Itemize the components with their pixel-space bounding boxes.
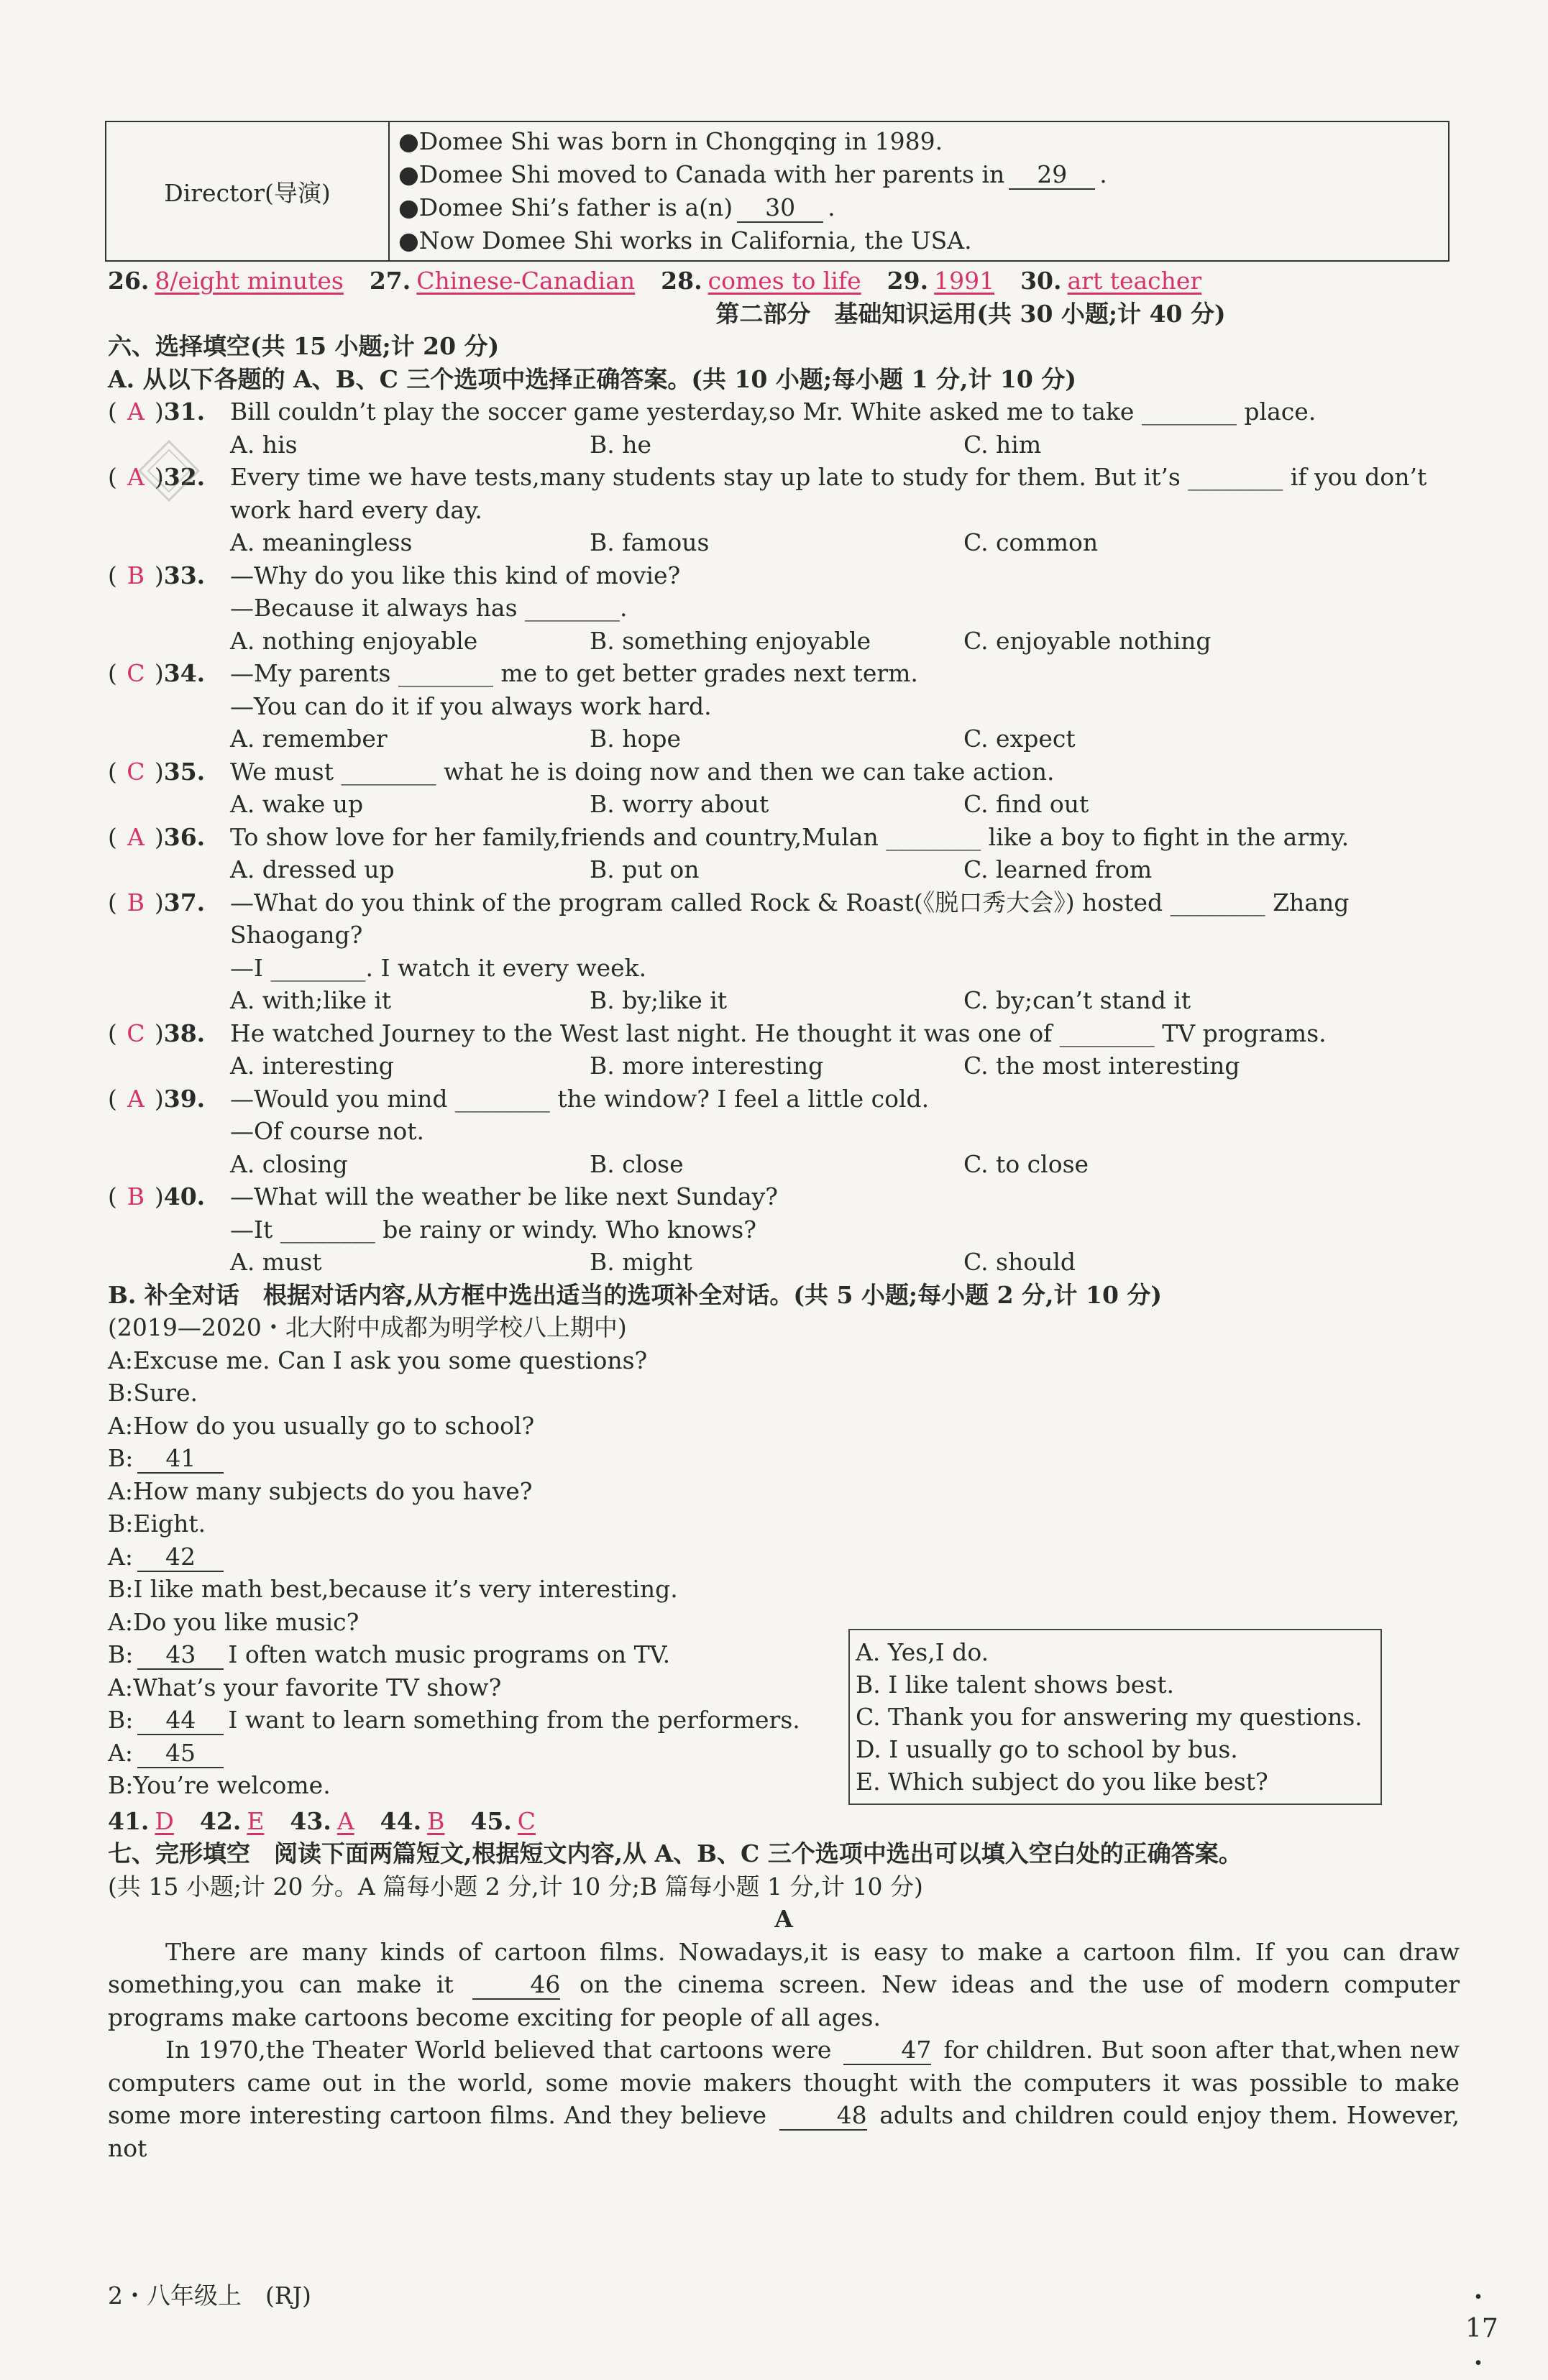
question-number: 32. [163, 463, 206, 491]
dialogue-line [108, 1442, 1460, 1475]
dialogue-text: How many subjects do you have? [132, 1476, 533, 1505]
speaker: B: [108, 1444, 134, 1472]
watermark-stamp-icon [137, 438, 201, 503]
paren-close: ) [154, 1182, 164, 1210]
option: C. find out [963, 790, 1089, 818]
question-line: —I ________. I watch it every week. [230, 953, 647, 982]
option: C. common [963, 528, 1099, 556]
option: A. nothing enjoyable [230, 626, 478, 655]
director-fact [398, 125, 1439, 158]
answer-number: 41. [108, 1806, 150, 1835]
option: A. interesting [230, 1052, 394, 1080]
question-number: 35. [163, 757, 206, 786]
option: C. by;can’t stand it [963, 986, 1191, 1014]
sectionB-source: (2019—2020・北大附中成都为明学校八上期中) [108, 1313, 627, 1341]
mc-question [108, 821, 1460, 886]
blank-46: 46 [472, 1971, 560, 2000]
passage-paragraph-1 [108, 1936, 1460, 2034]
dialogue-text: You’re welcome. [133, 1771, 331, 1799]
dialogue-text: Eight. [133, 1510, 206, 1538]
dialogue-line [108, 1573, 1460, 1606]
question-line: —Would you mind ________ the window? I feel a little cold. [230, 1084, 930, 1113]
fact-end: . [1099, 160, 1107, 188]
options-row [230, 1148, 1460, 1181]
question-number: 37. [163, 888, 206, 916]
question-line: To show love for her family,friends and country,Mulan ________ like a boy to fight in the army. [230, 822, 1350, 851]
fact-text: ●Now Domee Shi works in California, the USA. [398, 226, 972, 254]
question-line: Every time we have tests,many students stay up late to study for them. But it’s ________ if you don’t [230, 463, 1427, 491]
speaker: B: [108, 1510, 134, 1538]
answer-letter: C [127, 1019, 145, 1047]
option: A. must [230, 1248, 322, 1276]
answer-paren [108, 1083, 205, 1116]
paren-open: ( [108, 822, 117, 851]
speaker: B: [108, 1575, 134, 1603]
paren-close: ) [154, 561, 164, 589]
paren-close: ) [154, 659, 164, 687]
paren-close: ) [154, 1084, 164, 1113]
answer-paren [108, 1017, 205, 1050]
option: A. his [230, 430, 298, 459]
dialogue-line [108, 1344, 1460, 1377]
answer-number: 29. [887, 267, 929, 295]
fact-end: . [828, 193, 835, 221]
options-row [230, 853, 1460, 886]
question-line: —My parents ________ me to get better grades next term. [230, 659, 918, 687]
option: A. closing [230, 1149, 348, 1178]
speaker: A: [108, 1411, 133, 1440]
options-row [230, 625, 1460, 658]
answer-value: comes to life [707, 267, 861, 295]
answer-number: 27. [369, 267, 411, 295]
question-number: 39. [163, 1084, 206, 1113]
fact-text: ●Domee Shi’s father is a(n) [398, 193, 733, 221]
answer-paren [108, 755, 205, 789]
option: C. to close [963, 1149, 1089, 1178]
answer-number: 28. [661, 267, 702, 295]
answer-value: D [155, 1806, 174, 1835]
paren-close: ) [154, 1019, 164, 1047]
multiple-choice-list [108, 395, 1460, 1279]
answer-number: 44. [380, 1806, 422, 1835]
option-box-item: A. Yes,I do. [856, 1638, 989, 1666]
option: A. wake up [230, 790, 364, 818]
answer-letter: B [127, 561, 145, 589]
option: B. put on [590, 855, 700, 883]
footer-page-number: ・ 17 ・ [1465, 2283, 1498, 2379]
dialogue-line [108, 1475, 1460, 1508]
paren-open: ( [108, 463, 117, 491]
answer-letter: B [127, 888, 145, 916]
answer-value: 8/eight minutes [155, 267, 344, 295]
speaker: A: [108, 1738, 133, 1767]
option: B. hope [590, 725, 682, 753]
fact-text: ●Domee Shi was born in Chongqing in 1989. [398, 127, 943, 155]
option: B. by;like it [590, 986, 728, 1014]
fact-text: ●Domee Shi moved to Canada with her parents in [398, 160, 1005, 188]
speaker: B: [108, 1771, 134, 1799]
footer-grade: 2・八年级上 (RJ) [108, 2282, 311, 2310]
options-row [230, 788, 1460, 821]
question-line: Shaogang? [230, 921, 363, 949]
speaker: B: [108, 1640, 134, 1668]
options-row [230, 1246, 1460, 1279]
director-fact [398, 191, 1439, 224]
mc-question [108, 886, 1460, 1017]
answer-value: Chinese-Canadian [416, 267, 636, 295]
dialogue-blank: 45 [137, 1740, 224, 1768]
answer-letter: B [127, 1182, 145, 1210]
mc-question [108, 461, 1460, 559]
director-fact [398, 158, 1439, 191]
option: B. worry about [590, 790, 769, 818]
option: A. remember [230, 725, 388, 753]
passage-text: adults and children could enjoy them. However, not [108, 2101, 1460, 2162]
option: B. he [590, 430, 652, 459]
blank-47: 47 [843, 2036, 931, 2065]
answers-26-30 [108, 265, 1460, 298]
speaker: A: [108, 1673, 133, 1701]
question-line: —Why do you like this kind of movie? [230, 561, 681, 589]
director-fact [398, 224, 1439, 257]
option: B. more interesting [590, 1052, 824, 1080]
dialogue-line [108, 1540, 1460, 1573]
part2-title: 第二部分 基础知识运用(共 30 小题;计 40 分) [715, 299, 1226, 328]
answer-number: 26. [108, 267, 150, 295]
speaker: A: [108, 1476, 133, 1505]
answers-41-45 [108, 1805, 1460, 1838]
answer-letter: A [127, 398, 145, 426]
blank-48: 48 [779, 2102, 867, 2131]
sectionB-title: B. 补全对话 根据对话内容,从方框中选出适当的选项补全对话。(共 5 小题;每小题 2 分,计 10 分) [108, 1280, 1163, 1309]
option-box [848, 1629, 1382, 1805]
options-row [230, 984, 1460, 1017]
answer-value: B [427, 1806, 445, 1835]
option: A. with;like it [230, 986, 392, 1014]
paren-open: ( [108, 659, 117, 687]
answer-number: 30. [1020, 267, 1062, 295]
answer-number: 45. [470, 1806, 512, 1835]
director-facts [389, 121, 1449, 261]
speaker: A: [108, 1346, 133, 1374]
option: B. famous [590, 528, 710, 556]
answer-value: art teacher [1067, 267, 1202, 295]
answer-paren [108, 1180, 205, 1213]
speaker: B: [108, 1706, 134, 1734]
dialogue-text: I like math best,because it’s very interesting. [133, 1575, 678, 1603]
question-line: He watched Journey to the West last night. He thought it was one of ________ TV programs. [230, 1019, 1327, 1047]
question-number: 38. [163, 1019, 206, 1047]
paren-close: ) [154, 463, 164, 491]
question-line: —Of course not. [230, 1117, 424, 1145]
question-number: 36. [163, 822, 206, 851]
speaker: A: [108, 1542, 133, 1571]
mc-question [108, 1083, 1460, 1181]
dialogue-text: I often watch music programs on TV. [228, 1640, 671, 1668]
options-row [230, 722, 1460, 755]
dialogue-text: Sure. [133, 1379, 198, 1407]
answer-letter: A [127, 822, 145, 851]
paren-open: ( [108, 1084, 117, 1113]
speaker: B: [108, 1379, 134, 1407]
section7-subtitle: (共 15 小题;计 20 分。A 篇每小题 2 分,计 10 分;B 篇每小题 1 分,计 10 分) [108, 1872, 923, 1901]
option: C. expect [963, 725, 1076, 753]
answer-number: 42. [199, 1806, 242, 1835]
option-box-item: C. Thank you for answering my questions. [856, 1703, 1362, 1731]
answer-paren [108, 657, 205, 690]
answer-value: 1991 [934, 267, 995, 295]
answer-letter: C [127, 757, 145, 786]
section6-title: 六、选择填空(共 15 小题;计 20 分) [108, 332, 500, 360]
mc-question [108, 1017, 1460, 1083]
director-label: Director(导演) [106, 121, 389, 261]
answer-value: C [517, 1806, 536, 1835]
passage-text: In 1970,the Theater World believed that cartoons were [165, 2036, 832, 2064]
answer-letter: A [127, 463, 145, 491]
options-row [230, 526, 1460, 559]
fact-blank: 29 [1009, 161, 1095, 190]
question-line: —You can do it if you always work hard. [230, 692, 712, 720]
dialogue-blank: 41 [137, 1445, 224, 1474]
options-row [230, 428, 1460, 461]
dialogue-line [108, 1377, 1460, 1410]
question-line: —Because it always has ________. [230, 594, 628, 622]
mc-question [108, 395, 1460, 461]
mc-question [108, 755, 1460, 821]
option: B. something enjoyable [590, 626, 871, 655]
dialogue-text: Do you like music? [132, 1607, 359, 1636]
paren-open: ( [108, 561, 117, 589]
dialogue-text: What’s your favorite TV show? [132, 1673, 502, 1701]
option: C. him [963, 430, 1042, 459]
option: B. close [590, 1149, 684, 1178]
speaker: A: [108, 1607, 133, 1636]
option: C. the most interesting [963, 1052, 1240, 1080]
option-box-item: B. I like talent shows best. [856, 1671, 1174, 1699]
passage-label: A [774, 1905, 793, 1933]
mc-question [108, 1180, 1460, 1279]
option: B. might [590, 1248, 692, 1276]
paren-open: ( [108, 757, 117, 786]
dialogue-blank: 43 [137, 1641, 224, 1670]
paren-close: ) [154, 757, 164, 786]
dialogue-text: Excuse me. Can I ask you some questions? [132, 1346, 648, 1374]
answer-number: 43. [290, 1806, 331, 1835]
paren-close: ) [154, 822, 164, 851]
dialogue-blank: 42 [137, 1543, 224, 1572]
question-line: —It ________ be rainy or windy. Who knows? [230, 1215, 756, 1244]
option-box-item: D. I usually go to school by bus. [856, 1735, 1238, 1763]
answer-value: A [336, 1806, 354, 1835]
answer-letter: C [127, 659, 145, 687]
paren-open: ( [108, 1019, 117, 1047]
paren-open: ( [108, 1182, 117, 1210]
mc-question [108, 559, 1460, 658]
answer-paren [108, 395, 205, 428]
paren-open: ( [108, 398, 117, 426]
option-box-item: E. Which subject do you like best? [856, 1768, 1268, 1796]
section7-title: 七、完形填空 阅读下面两篇短文,根据短文内容,从 A、B、C 三个选项中选出可以填入空白处的正确答案。 [108, 1839, 1242, 1867]
answer-value: E [247, 1806, 265, 1835]
dialogue-line [108, 1410, 1460, 1443]
option: A. dressed up [230, 855, 395, 883]
question-number: 31. [163, 398, 206, 426]
answer-paren [108, 821, 205, 854]
passage-paragraph-2 [108, 2034, 1460, 2164]
option: C. enjoyable nothing [963, 626, 1212, 655]
sectionA-title: A. 从以下各题的 A、B、C 三个选项中选择正确答案。(共 10 小题;每小题 1 分,计 10 分) [108, 364, 1076, 393]
paren-close: ) [154, 888, 164, 916]
question-line: work hard every day. [230, 495, 482, 524]
question-line: We must ________ what he is doing now and then we can take action. [230, 757, 1055, 786]
option: A. meaningless [230, 528, 413, 556]
fact-blank: 30 [737, 194, 823, 223]
dialogue-blank: 44 [137, 1706, 224, 1735]
question-line: —What do you think of the program called Rock & Roast(《脱口秀大会》) hosted ________ Zhang [230, 888, 1350, 916]
question-line: —What will the weather be like next Sunday? [230, 1182, 778, 1210]
mc-question [108, 657, 1460, 755]
passage-text: for children. But soon after that,when new computers came out in the world, some movie makers thought with the computers it was possible to make some more interesting cartoon films. And they believe [108, 2036, 1460, 2129]
paren-close: ) [154, 398, 164, 426]
answer-paren [108, 559, 205, 592]
answer-letter: A [127, 1084, 145, 1113]
options-row [230, 1049, 1460, 1083]
option: C. learned from [963, 855, 1153, 883]
dialogue-text: I want to learn something from the performers. [228, 1706, 800, 1734]
paren-open: ( [108, 888, 117, 916]
question-number: 34. [163, 659, 206, 687]
dialogue-text: How do you usually go to school? [132, 1411, 535, 1440]
question-number: 40. [163, 1182, 206, 1210]
option: C. should [963, 1248, 1076, 1276]
director-table [105, 121, 1449, 262]
answer-paren [108, 886, 205, 919]
question-line: Bill couldn’t play the soccer game yesterday,so Mr. White asked me to take ________ place. [230, 398, 1316, 426]
dialogue-line [108, 1507, 1460, 1540]
passage-text: on the cinema screen. New ideas and the use of modern computer programs make cartoons become exciting for people of all ages. [108, 1970, 1460, 2031]
question-number: 33. [163, 561, 206, 589]
passage-text: There are many kinds of cartoon films. Nowadays,it is easy to make a cartoon film. If you can draw something,you can make it [108, 1937, 1460, 1998]
